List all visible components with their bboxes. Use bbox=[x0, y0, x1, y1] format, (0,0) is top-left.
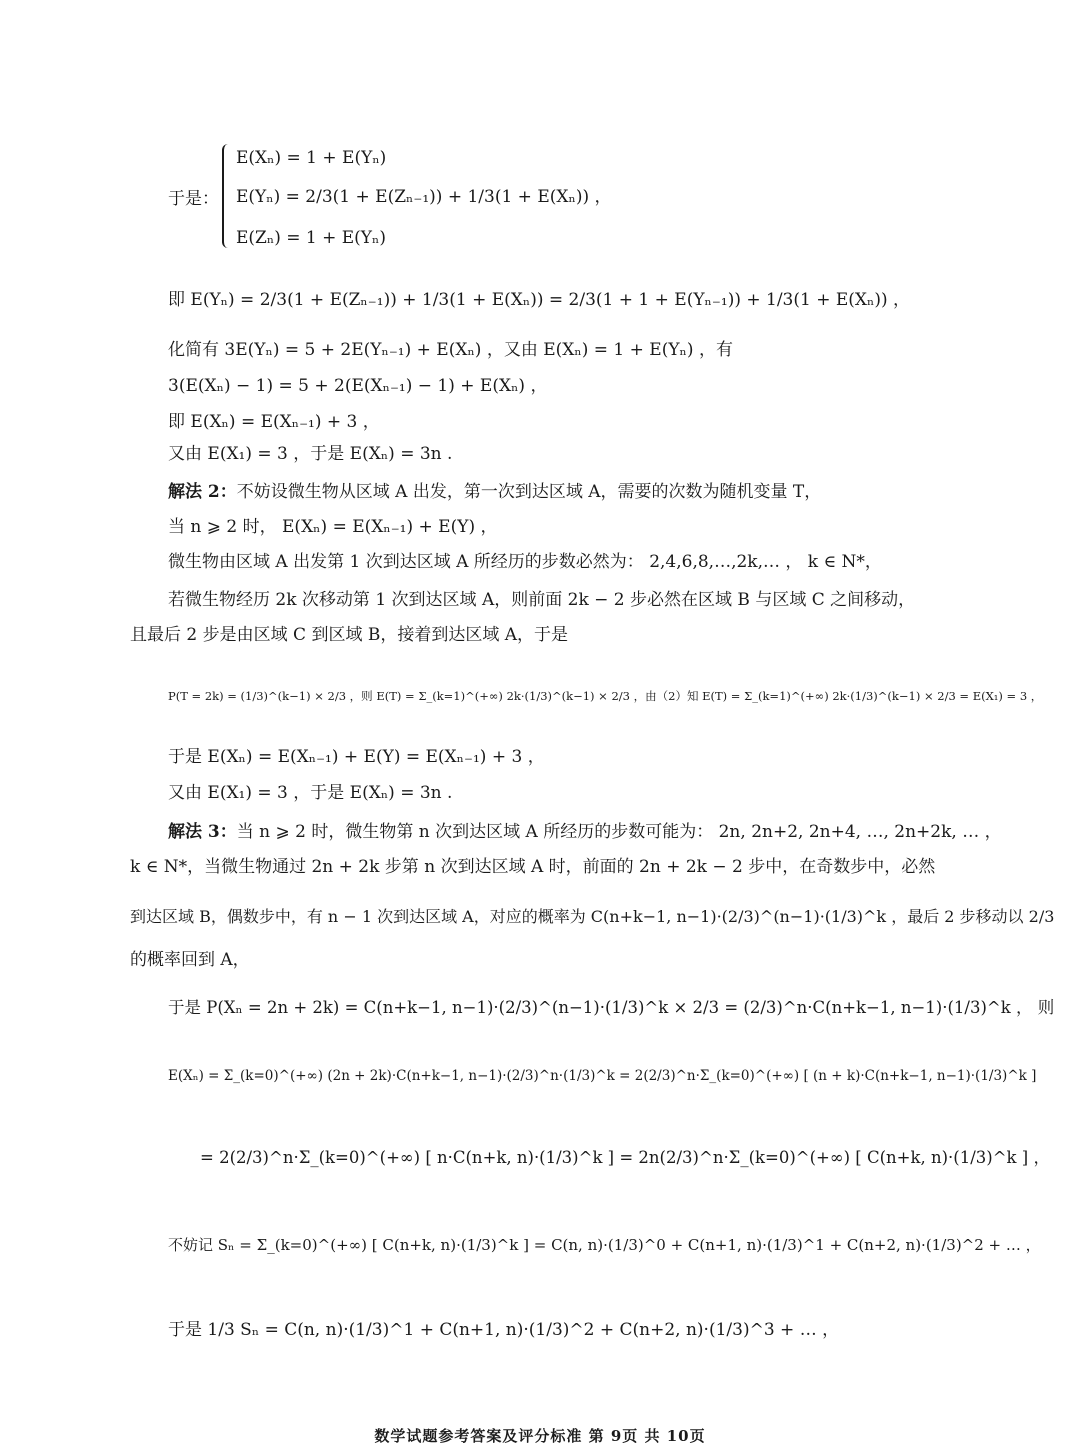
method2-line-4: 若微生物经历 2k 次移动第 1 次到达区域 A，则前面 2k − 2 步必然在区域 B 与区域 C 之间移动， bbox=[168, 590, 916, 610]
method3-line-4: 的概率回到 A， bbox=[130, 950, 250, 970]
method2-line-3: 微生物由区域 A 出发第 1 次到达区域 A 所经历的步数必然为： 2,4,6,8,…,2k,… ， k ∈ N*， bbox=[168, 552, 882, 572]
method3-line-1 bbox=[168, 820, 1002, 844]
method2-line-1 bbox=[168, 480, 821, 504]
derivation-line-2: 化简有 3E(Yₙ) = 5 + 2E(Yₙ₋₁) + E(Xₙ) ，又由 E(Xₙ) = 1 + E(Yₙ) ，有 bbox=[168, 340, 733, 360]
system-eq-1: E(Xₙ) = 1 + E(Yₙ) bbox=[236, 148, 387, 168]
method3-line-6: E(Xₙ) = Σ_(k=0)^(+∞) (2n + 2k)·C(n+k−1, n−1)·(2/3)^n·(1/3)^k = 2(2/3)^n·Σ_(k=0)^(+∞) [ (n + k)·C(n+k−1, n−1)·(1/3)^k ] bbox=[168, 1068, 1037, 1084]
method3-line-5: 于是 P(Xₙ = 2n + 2k) = C(n+k−1, n−1)·(2/3)^(n−1)·(1/3)^k × 2/3 = (2/3)^n·C(n+k−1, n−1)·(1/3)^k ， 则 bbox=[168, 998, 1055, 1017]
method3-line-3: 到达区域 B，偶数步中，有 n − 1 次到达区域 A，对应的概率为 C(n+k−1, n−1)·(2/3)^(n−1)·(1/3)^k ，最后 2 步移动以 2/3 bbox=[130, 907, 1055, 926]
method2-line-5: 且最后 2 步是由区域 C 到区域 B，接着到达区域 A，于是 bbox=[130, 625, 569, 645]
derivation-line-1: 即 E(Yₙ) = 2/3(1 + E(Zₙ₋₁)) + 1/3(1 + E(Xₙ)) = 2/3(1 + 1 + E(Yₙ₋₁)) + 1/3(1 + E(Xₙ)) ， bbox=[168, 290, 911, 310]
system-prefix: 于是： bbox=[168, 189, 219, 209]
page-footer: 数学试题参考答案及评分标准 第 9页 共 10页 bbox=[374, 1427, 706, 1445]
method3-line-2: k ∈ N*，当微生物通过 2n + 2k 步第 n 次到达区域 A 时，前面的 2n + 2k − 2 步中，在奇数步中，必然 bbox=[130, 857, 936, 877]
method3-intro: 当 n ⩾ 2 时，微生物第 n 次到达区域 A 所经历的步数可能为： 2n, 2n+2, 2n+4, …, 2n+2k, … ， bbox=[236, 822, 1002, 842]
method3-line-9: 于是 1/3 Sₙ = C(n, n)·(1/3)^1 + C(n+1, n)·(1/3)^2 + C(n+2, n)·(1/3)^3 + … ， bbox=[168, 1320, 840, 1340]
method2-line-7: 于是 E(Xₙ) = E(Xₙ₋₁) + E(Y) = E(Xₙ₋₁) + 3 ， bbox=[168, 747, 545, 767]
derivation-line-4: 即 E(Xₙ) = E(Xₙ₋₁) + 3 ， bbox=[168, 412, 380, 432]
method2-intro: 不妨设微生物从区域 A 出发，第一次到达区域 A，需要的次数为随机变量 T， bbox=[236, 482, 822, 502]
method3-line-8: 不妨记 Sₙ = Σ_(k=0)^(+∞) [ C(n+k, n)·(1/3)^k ] = C(n, n)·(1/3)^0 + C(n+1, n)·(1/3)^1 + C(n+2, n)·(1/3)^2 + … ， bbox=[168, 1236, 1041, 1254]
method3-line-7: = 2(2/3)^n·Σ_(k=0)^(+∞) [ n·C(n+k, n)·(1/3)^k ] = 2n(2/3)^n·Σ_(k=0)^(+∞) [ C(n+k, n)·(1/3)^k ] ， bbox=[200, 1148, 1050, 1167]
method3-label: 解法 3： bbox=[168, 822, 237, 842]
method2-label: 解法 2： bbox=[168, 482, 237, 502]
left-brace bbox=[222, 144, 234, 248]
system-eq-3: E(Zₙ) = 1 + E(Yₙ) bbox=[236, 228, 387, 248]
derivation-line-3: 3(E(Xₙ) − 1) = 5 + 2(E(Xₙ₋₁) − 1) + E(Xₙ) ， bbox=[168, 376, 548, 396]
system-eq-2: E(Yₙ) = 2/3(1 + E(Zₙ₋₁)) + 1/3(1 + E(Xₙ)) ， bbox=[236, 187, 612, 207]
method2-line-2: 当 n ⩾ 2 时， E(Xₙ) = E(Xₙ₋₁) + E(Y) ， bbox=[168, 517, 498, 537]
method2-line-8: 又由 E(X₁) = 3 ，于是 E(Xₙ) = 3n . bbox=[168, 783, 453, 803]
method2-line-6: P(T = 2k) = (1/3)^(k−1) × 2/3 ，则 E(T) = Σ_(k=1)^(+∞) 2k·(1/3)^(k−1) × 2/3 ，由（2）知 E(T) = Σ_(k=1)^(+∞) 2k·(1/3)^(k−1) × 2/3 = E(X₁) = 3 ， bbox=[168, 689, 1043, 703]
derivation-line-5: 又由 E(X₁) = 3 ，于是 E(Xₙ) = 3n . bbox=[168, 444, 453, 464]
